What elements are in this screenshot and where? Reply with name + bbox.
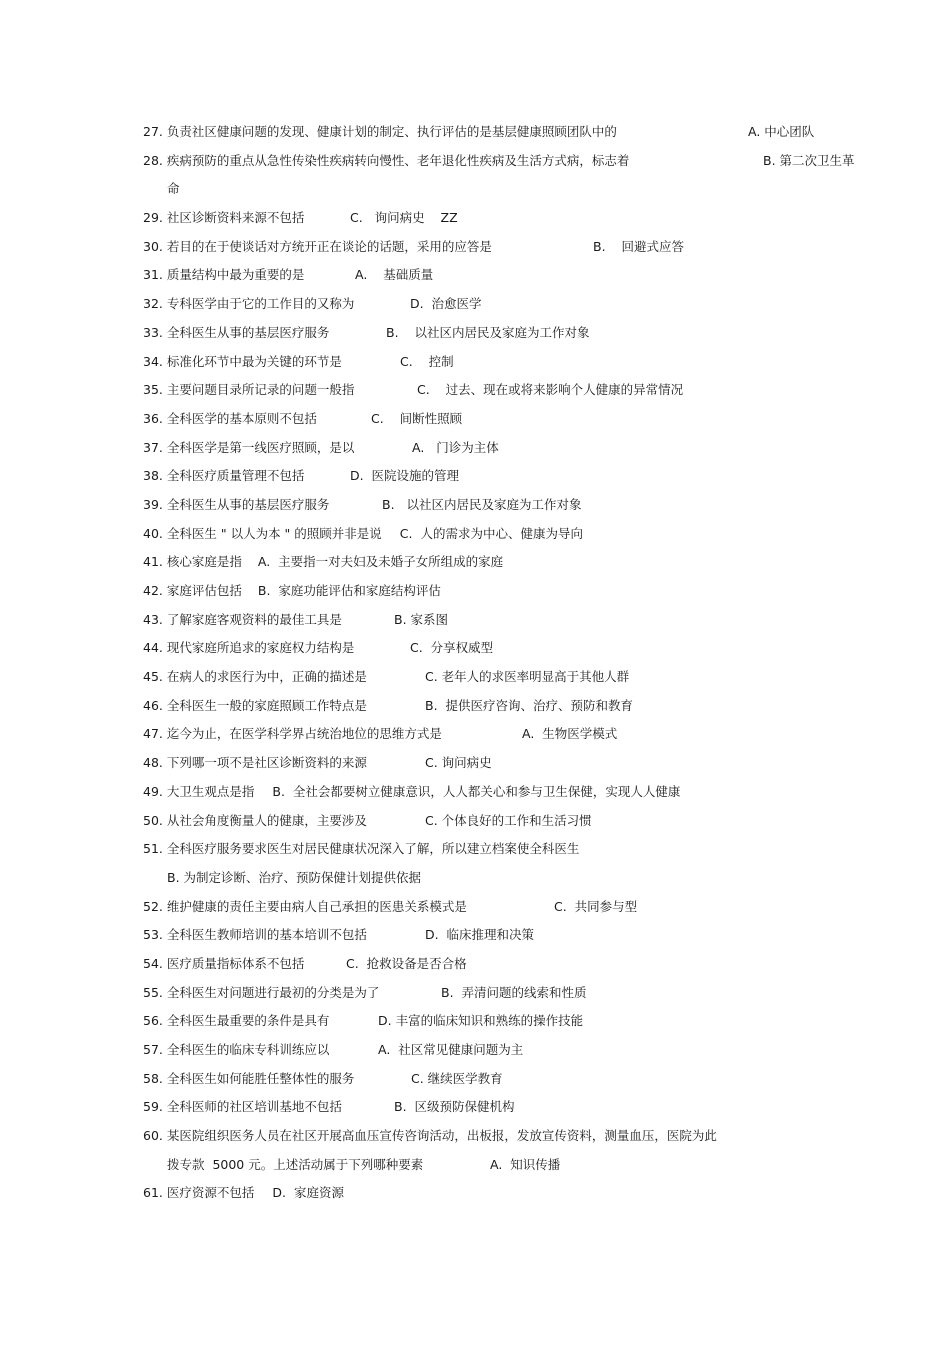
- question-line: [143, 520, 883, 549]
- question-text: 在病人的求医行为中，正确的描述是: [166, 669, 367, 685]
- question-text: 现代家庭所追求的家庭权力结构是: [166, 640, 355, 656]
- question-continuation-line: [143, 175, 883, 204]
- question-answer: B. 以社区内居民及家庭为工作对象: [386, 324, 590, 340]
- question-number: 35.: [143, 382, 163, 398]
- question-text: 全科医生对问题进行最初的分类是为了: [166, 984, 380, 1000]
- question-answer: B. 提供医疗咨询、治疗、预防和教育: [425, 697, 633, 713]
- question-text: 维护健康的责任主要由病人自己承担的医患关系模式是: [166, 898, 467, 914]
- question-answer: C. 共同参与型: [554, 898, 638, 914]
- question-answer: C. 控制: [400, 353, 454, 369]
- question-number: 38.: [143, 468, 163, 484]
- question-line: [143, 261, 883, 290]
- question-text: 某医院组织医务人员在社区开展高血压宣传咨询活动，出板报，发放宣传资料，测量血压，医院为此: [166, 1128, 717, 1144]
- question-answer: B. 全社会都要树立健康意识，人人都关心和参与卫生保健，实现人人健康: [272, 783, 681, 799]
- question-text: 专科医学由于它的工作目的又称为: [166, 296, 355, 312]
- question-line: [143, 807, 883, 836]
- question-line: [143, 634, 883, 663]
- question-line: [143, 405, 883, 434]
- question-text: 了解家庭客观资料的最佳工具是: [166, 611, 342, 627]
- question-text: 大卫生观点是指: [166, 783, 255, 799]
- question-line: [143, 606, 883, 635]
- question-answer: A. 基础质量: [355, 267, 434, 283]
- question-text: 迄今为止，在医学科学界占统治地位的思维方式是: [166, 726, 442, 742]
- question-answer: D. 家庭资源: [272, 1185, 344, 1201]
- question-text: 从社会角度衡量人的健康，主要涉及: [166, 812, 367, 828]
- question-answer: B. 区级预防保健机构: [394, 1099, 515, 1115]
- question-line: [143, 1065, 883, 1094]
- question-answer: C. 个体良好的工作和生活习惯: [425, 812, 592, 828]
- question-line: [143, 950, 883, 979]
- question-text: 全科医生的临床专科训练应以: [166, 1042, 330, 1057]
- question-text: 全科医学的基本原则不包括: [166, 410, 317, 426]
- question-continuation-line: [143, 864, 883, 893]
- question-answer: D. 医院设施的管理: [350, 468, 460, 484]
- question-text: 标准化环节中最为关键的环节是: [166, 353, 342, 369]
- question-text: 下列哪一项不是社区诊断资料的来源: [166, 755, 367, 771]
- question-line: [143, 1036, 883, 1065]
- question-text: 全科医生教师培训的基本培训不包括: [166, 927, 367, 943]
- question-number: 27.: [143, 124, 163, 139]
- question-number: 58.: [143, 1070, 163, 1086]
- question-answer: A. 中心团队: [748, 124, 815, 139]
- question-text: 全科医师的社区培训基地不包括: [166, 1099, 342, 1115]
- question-number: 39.: [143, 496, 163, 512]
- question-answer: C. 询问病史 ZZ: [350, 210, 458, 226]
- question-line: [143, 1179, 883, 1208]
- question-text: 全科医疗质量管理不包括: [166, 468, 305, 484]
- question-line: [143, 778, 883, 807]
- question-line: [143, 979, 883, 1008]
- question-line: [143, 147, 883, 176]
- question-text: 医疗资源不包括: [166, 1185, 255, 1201]
- question-line: [143, 118, 883, 147]
- question-text: 全科医生一般的家庭照顾工作特点是: [166, 697, 367, 713]
- question-answer: B. 第二次卫生革: [763, 152, 855, 168]
- question-number: 56.: [143, 1013, 163, 1029]
- question-number: 46.: [143, 697, 163, 713]
- question-number: 57.: [143, 1042, 163, 1057]
- question-number: 43.: [143, 611, 163, 627]
- question-line: [143, 577, 883, 606]
- question-answer: B. 家庭功能评估和家庭结构评估: [257, 583, 441, 598]
- question-answer: A. 社区常见健康问题为主: [378, 1042, 524, 1057]
- question-number: 31.: [143, 267, 163, 283]
- question-number: 49.: [143, 783, 163, 799]
- question-number: 55.: [143, 984, 163, 1000]
- question-text: 全科医疗服务要求医生对居民健康状况深入了解，所以建立档案使全科医生: [166, 841, 580, 857]
- question-continuation: B. 为制定诊断、治疗、预防保健计划提供依据: [167, 869, 422, 885]
- question-continuation: 拨专款 5000 元。上述活动属于下列哪种要素: [167, 1156, 424, 1172]
- question-line: [143, 348, 883, 377]
- question-number: 48.: [143, 755, 163, 771]
- question-text: 负责社区健康问题的发现、健康计划的制定、执行评估的是基层健康照顾团队中的: [166, 124, 617, 139]
- question-number: 42.: [143, 583, 163, 598]
- question-text: 医疗质量指标体系不包括: [166, 955, 305, 971]
- question-number: 30.: [143, 238, 163, 254]
- question-answer: C. 过去、现在或将来影响个人健康的异常情况: [417, 382, 684, 398]
- question-answer: B. 弄清问题的线索和性质: [441, 984, 587, 1000]
- question-number: 36.: [143, 410, 163, 426]
- question-answer: D. 治愈医学: [410, 296, 482, 312]
- question-number: 41.: [143, 554, 163, 570]
- question-answer: B. 家系图: [394, 611, 449, 627]
- question-number: 44.: [143, 640, 163, 656]
- question-number: 45.: [143, 669, 163, 685]
- question-number: 60.: [143, 1128, 163, 1144]
- question-line: [143, 893, 883, 922]
- question-answer: B. 回避式应答: [593, 238, 684, 254]
- question-text: 全科医生 " 以人为本 " 的照顾并非是说: [166, 525, 382, 541]
- question-text: 核心家庭是指: [166, 554, 242, 570]
- question-answer: D. 临床推理和决策: [425, 927, 535, 943]
- question-continuation-line: [143, 1151, 883, 1180]
- question-text: 主要问题目录所记录的问题一般指: [166, 382, 355, 398]
- question-answer: D. 丰富的临床知识和熟练的操作技能: [378, 1013, 584, 1029]
- question-line: [143, 663, 883, 692]
- question-text: 全科医学是第一线医疗照顾，是以: [166, 439, 355, 455]
- question-line: [143, 749, 883, 778]
- question-number: 52.: [143, 898, 163, 914]
- question-answer: C. 询问病史: [425, 755, 492, 771]
- question-answer: A. 生物医学模式: [522, 726, 618, 742]
- question-line: [143, 319, 883, 348]
- question-number: 50.: [143, 812, 163, 828]
- question-line: [143, 1007, 883, 1036]
- question-number: 34.: [143, 353, 163, 369]
- question-line: [143, 462, 883, 491]
- question-number: 59.: [143, 1099, 163, 1115]
- question-line: [143, 1093, 883, 1122]
- question-text: 疾病预防的重点从急性传染性疾病转向慢性、老年退化性疾病及生活方式病，标志着: [166, 152, 630, 168]
- question-number: 54.: [143, 955, 163, 971]
- question-line: [143, 921, 883, 950]
- question-number: 61.: [143, 1185, 163, 1201]
- question-number: 47.: [143, 726, 163, 742]
- question-text: 社区诊断资料来源不包括: [166, 210, 305, 226]
- question-number: 40.: [143, 525, 163, 541]
- question-answer: C. 人的需求为中心、健康为导向: [399, 525, 583, 541]
- question-line: [143, 1122, 883, 1151]
- question-text: 质量结构中最为重要的是: [166, 267, 305, 283]
- question-text: 若目的在于使谈话对方统开正在谈论的话题，采用的应答是: [166, 238, 492, 254]
- question-line: [143, 491, 883, 520]
- question-answer: C. 继续医学教育: [411, 1070, 503, 1086]
- question-line: [143, 233, 883, 262]
- question-list: [143, 118, 883, 1208]
- question-line: [143, 835, 883, 864]
- question-number: 29.: [143, 210, 163, 226]
- question-text: 全科医生最重要的条件是具有: [166, 1013, 330, 1029]
- question-answer: A. 知识传播: [490, 1156, 561, 1172]
- question-line: [143, 376, 883, 405]
- question-text: 全科医生如何能胜任整体性的服务: [166, 1070, 355, 1086]
- question-answer: C. 老年人的求医率明显高于其他人群: [425, 669, 630, 685]
- question-number: 51.: [143, 841, 163, 857]
- question-line: [143, 548, 883, 577]
- question-answer: A. 门诊为主体: [412, 439, 499, 455]
- question-number: 53.: [143, 927, 163, 943]
- question-text: 全科医生从事的基层医疗服务: [166, 496, 330, 512]
- question-line: [143, 290, 883, 319]
- question-answer: A. 主要指一对夫妇及未婚子女所组成的家庭: [257, 554, 504, 570]
- question-continuation: 命: [167, 181, 180, 197]
- question-number: 33.: [143, 324, 163, 340]
- question-line: [143, 720, 883, 749]
- question-number: 37.: [143, 439, 163, 455]
- question-line: [143, 434, 883, 463]
- question-number: 32.: [143, 296, 163, 312]
- question-line: [143, 204, 883, 233]
- question-number: 28.: [143, 152, 163, 168]
- question-answer: C. 抢救设备是否合格: [346, 955, 467, 971]
- question-text: 全科医生从事的基层医疗服务: [166, 324, 330, 340]
- question-line: [143, 692, 883, 721]
- question-text: 家庭评估包括: [166, 583, 242, 598]
- question-answer: C. 分享权威型: [410, 640, 494, 656]
- question-answer: B. 以社区内居民及家庭为工作对象: [382, 496, 582, 512]
- question-answer: C. 间断性照顾: [371, 410, 463, 426]
